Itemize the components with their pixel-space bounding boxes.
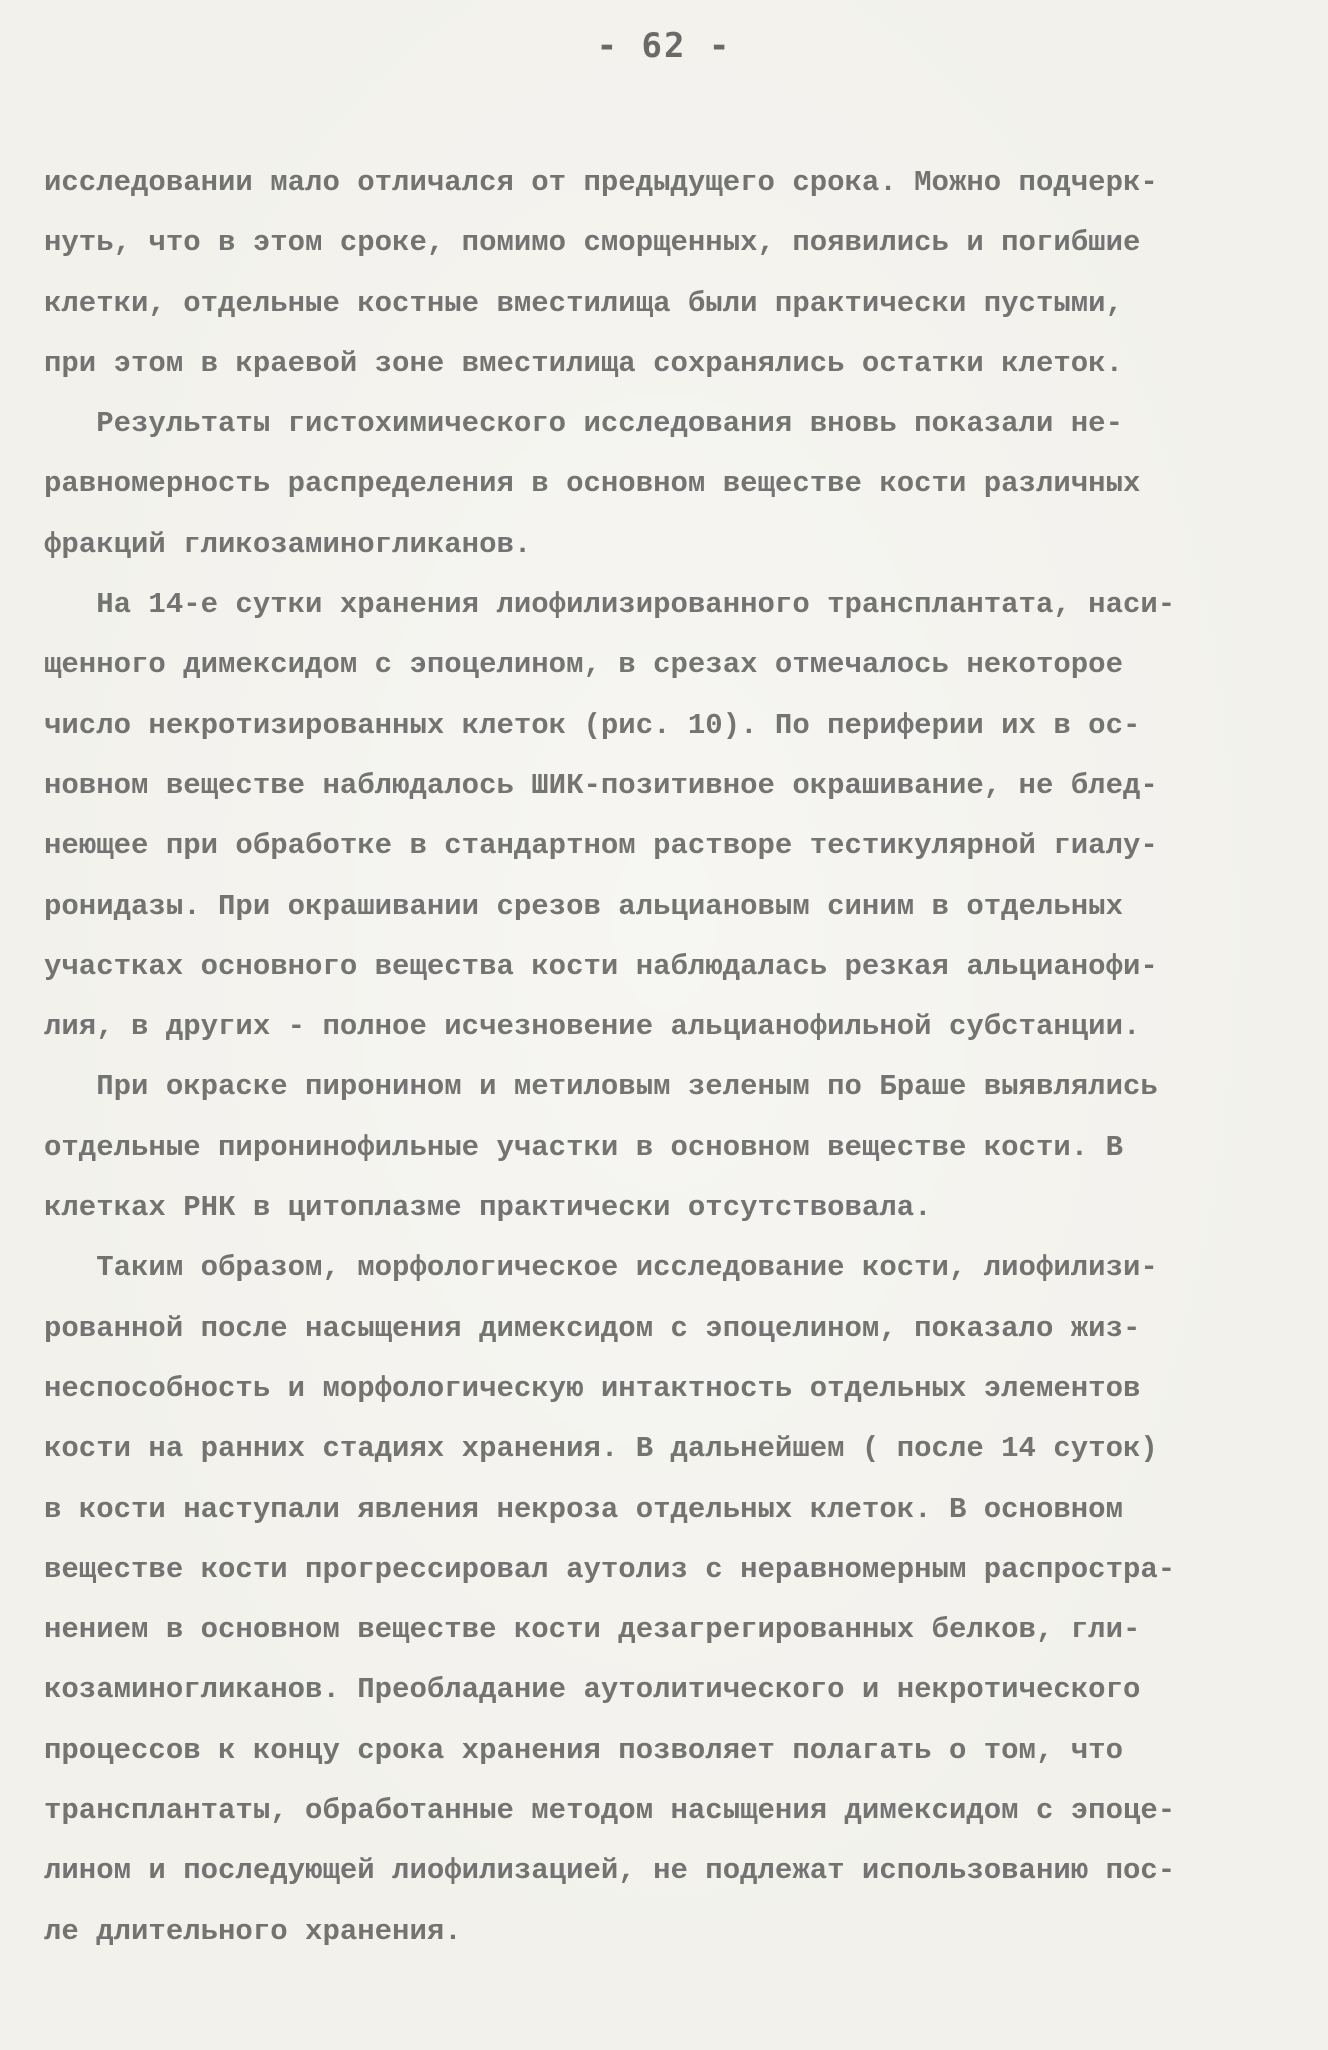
text-line: ле длительного хранения.: [44, 1914, 462, 1948]
text-line: исследовании мало отличался от предыдущего срока. Можно подчерк-: [44, 166, 1158, 199]
text-line: На 14-е сутки хранения лиофилизированного трансплантата, наси-: [44, 588, 1176, 622]
text-line: равномерность распределения в основном веществе кости различных: [44, 467, 1141, 501]
text-line: неющее при обработке в стандартном растворе тестикулярной гиалу-: [44, 829, 1158, 863]
text-line: клетках РНК в цитоплазме практически отсутствовала.: [44, 1191, 932, 1225]
text-line: число некротизированных клеток (рис. 10). По периферии их в ос-: [44, 708, 1141, 742]
text-line: участках основного вещества кости наблюдалась резкая альцианофи-: [44, 949, 1158, 983]
text-line: ронидазы. При окрашивании срезов альциановым синим в отдельных: [44, 889, 1123, 923]
text-line: щенного димексидом с эпоцелином, в срезах отмечалось некоторое: [44, 648, 1123, 682]
text-line: козаминогликанов. Преобладание аутолитического и некротического: [44, 1673, 1141, 1707]
text-line: в кости наступали явления некроза отдельных клеток. В основном: [44, 1492, 1123, 1526]
text-line: нением в основном веществе кости дезагрегированных белков, гли-: [44, 1613, 1141, 1647]
text-line: неспособность и морфологическую интактность отдельных элементов: [44, 1371, 1141, 1405]
text-line: отдельные пиронинофильные участки в основном веществе кости. В: [44, 1130, 1123, 1164]
text-line: фракций гликозаминогликанов.: [44, 527, 532, 561]
text-line: рованной после насыщения димексидом с эпоцелином, показало жиз-: [44, 1311, 1141, 1345]
text-line: При окраске пиронином и метиловым зеленым по Браше выявлялись: [44, 1070, 1158, 1104]
body-text: [44, 153, 1294, 1962]
page-number: - 62 -: [596, 26, 732, 66]
text-line: кости на ранних стадиях хранения. В дальнейшем ( после 14 суток): [44, 1432, 1158, 1466]
text-line: при этом в краевой зоне вместилища сохранялись остатки клеток.: [44, 346, 1123, 380]
text-line: Таким образом, морфологическое исследование кости, лиофилизи-: [44, 1251, 1158, 1285]
text-line: трансплантаты, обработанные методом насыщения димексидом с эпоце-: [44, 1794, 1176, 1828]
text-line: лия, в других - полное исчезновение альцианофильной субстанции.: [44, 1010, 1141, 1044]
text-line: веществе кости прогрессировал аутолиз с неравномерным распростра-: [44, 1552, 1176, 1586]
text-line: Результаты гистохимического исследования вновь показали не-: [44, 407, 1123, 441]
text-line: лином и последующей лиофилизацией, не подлежат использованию пос-: [44, 1854, 1176, 1888]
text-line: клетки, отдельные костные вместилища были практически пустыми,: [44, 286, 1123, 320]
text-line: процессов к концу срока хранения позволяет полагать о том, что: [44, 1733, 1123, 1767]
text-line: нуть, что в этом сроке, помимо сморщенных, появились и погибшие: [44, 226, 1141, 260]
text-line: новном веществе наблюдалось ШИК-позитивное окрашивание, не блед-: [44, 768, 1158, 802]
